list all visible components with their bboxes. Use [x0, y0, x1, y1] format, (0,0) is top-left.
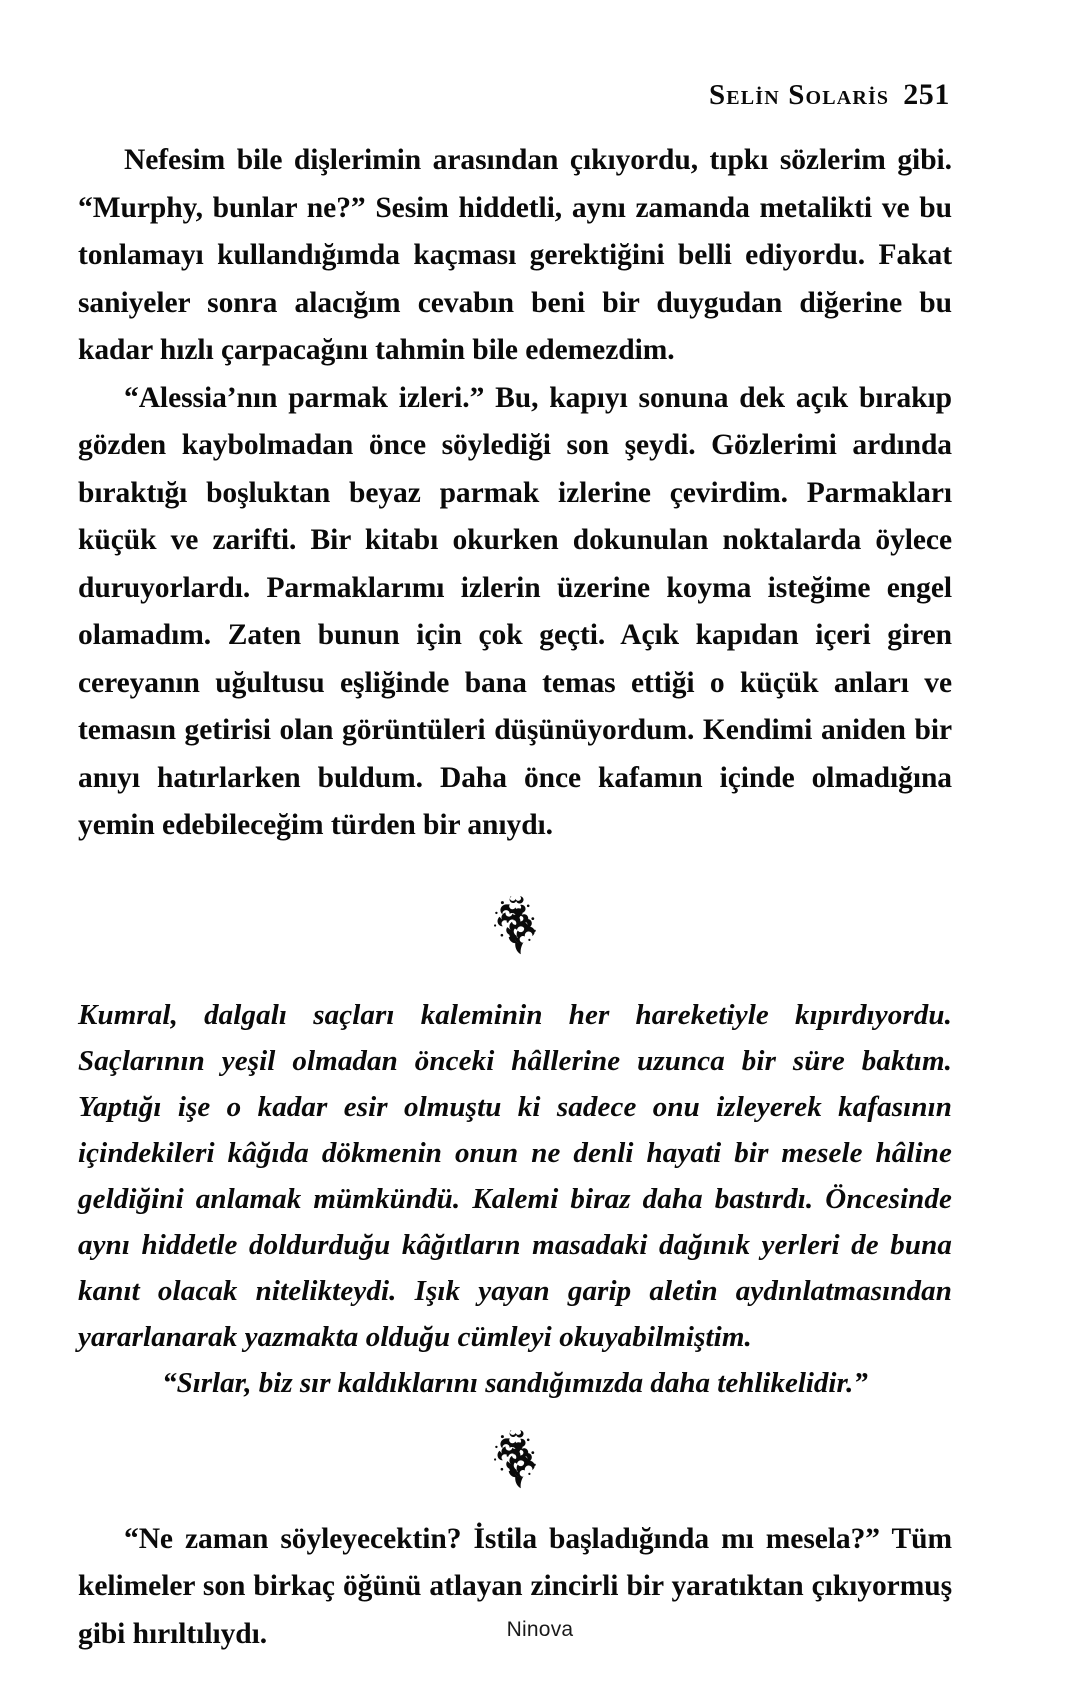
spacer — [78, 1490, 952, 1516]
text-column — [78, 137, 952, 1658]
floral-section-break-ornament — [487, 894, 543, 956]
body-paragraph: “Alessia’nın parmak izleri.” Bu, kapıyı sonuna dek açık bırakıp gözden kaybolmadan önce söylediği son şeydi. Gözlerimi ardında bıraktığı boşluktan beyaz parmak izlerine çevirdim. Parmakları küçük ve zarifti. Bir kitabı okurken dokunulan noktalarda öylece duruyorlardı. Parmaklarımı izlerin üzerine koyma isteğime engel olamadım. Zaten bunun için çok geçti. Açık kapıdan içeri giren cereyanın uğultusu eşliğinde bana temas ettiği o küçük anları ve temasın getirisi olan görüntüleri düşünüyordum. Kendimi aniden bir anıyı hatırlarken buldum. Daha önce kafamın içinde olmadığına yemin edebileceğim türden bir anıydı. — [78, 381, 952, 841]
running-head — [78, 78, 950, 112]
journal-quote: “Sırlar, biz sır kaldıklarını sandığımızda daha tehlikelidir.” — [162, 1366, 868, 1399]
page-number: 251 — [903, 78, 950, 111]
floral-section-break-ornament — [487, 1428, 543, 1490]
spacer — [78, 1406, 952, 1428]
journal-paragraph: Kumral, dalgalı saçları kaleminin her hareketiyle kıpırdıyordu. Saçlarının yeşil olmadan önceki hâllerine uzunca bir süre baktım. Yaptığı işe o kadar esir olmuştu ki sadece onu izleyerek kafasının içindekileri kâğıda dökmenin onun ne denli hayati bir mesele hâline geldiğini anlamak mümkündü. Kalemi biraz daha bastırdı. Öncesinde aynı hiddetle doldurduğu kâğıtların masadaki dağınık yerleri de buna kanıt olacak nitelikteydi. Işık yayan garip aletin aydınlatmasından yararlanarak yazmakta olduğu cümleyi okuyabilmiştim. — [78, 998, 952, 1353]
body-paragraph: “Ne zaman söyleyecektin? İstila başladığında mı mesela?” Tüm kelimeler son birkaç öğünü atlayan zincirli bir yaratıktan çıkıyormuş gibi hırıltılıydı. — [78, 1522, 952, 1650]
journal-entry — [78, 992, 952, 1406]
body-paragraph: Nefesim bile dişlerimin arasından çıkıyordu, tıpkı sözlerim gibi. “Murphy, bunlar ne?” Sesim hiddetli, aynı zamanda metalikti ve bu tonlamayı kullandığımda kaçması gerektiğini belli ediyordu. Fakat saniyeler sonra alacığım cevabın beni bir duygudan diğerine bu kadar hızlı çarpacağını tahmin bile edemezdim. — [78, 144, 952, 366]
spacer — [78, 850, 952, 894]
spacer — [78, 956, 952, 992]
publisher-imprint: Ninova — [506, 1618, 574, 1641]
running-head-book-title: Selin Solaris — [709, 79, 890, 111]
